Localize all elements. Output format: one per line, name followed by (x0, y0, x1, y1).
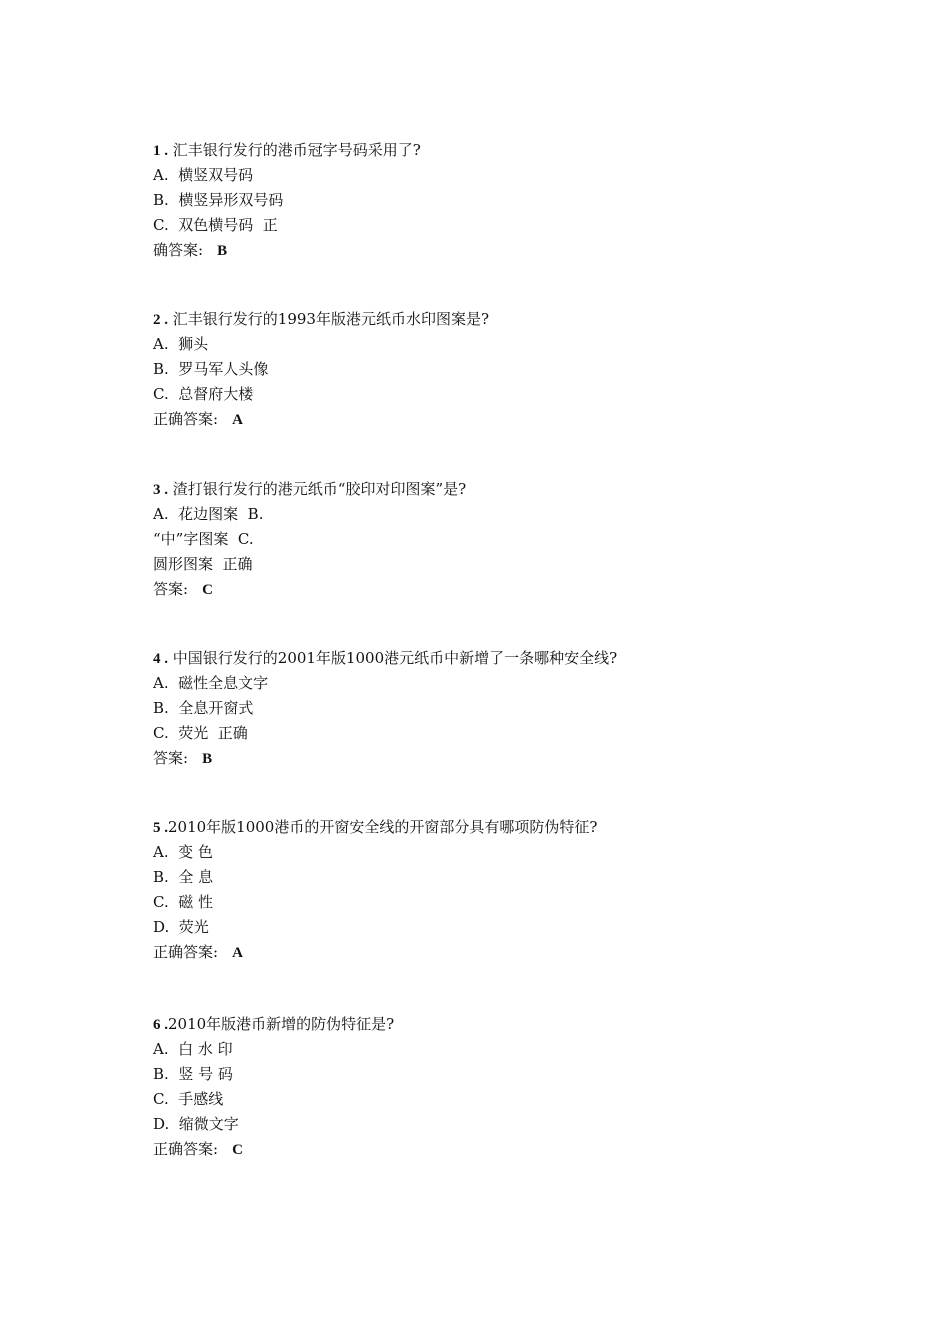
question-number: 2 . (153, 312, 168, 328)
answer-value: A (232, 945, 243, 961)
question-number: 6 . (153, 1017, 168, 1033)
answer-line (153, 407, 853, 432)
option-line: 圆形图案 正确 (153, 555, 253, 573)
question-number: 5 . (153, 820, 168, 836)
answer-line (153, 940, 853, 965)
option-line: B. 竖 号 码 (153, 1065, 233, 1083)
answer-label: 答案: (153, 749, 189, 767)
answer-label: 正确答案: (153, 943, 219, 961)
answer-value: C (202, 582, 213, 598)
answer-line (153, 238, 853, 263)
option-line: A. 磁性全息文字 (153, 674, 269, 692)
question-text: 2010年版1000港币的开窗安全线的开窗部分具有哪项防伪特征? (168, 818, 598, 836)
answer-value: A (232, 412, 243, 428)
option-line: A. 狮头 (153, 335, 209, 353)
question-6 (153, 1012, 853, 1162)
option-line: B. 罗马军人头像 (153, 360, 269, 378)
answer-label: 正确答案: (153, 1140, 219, 1158)
question-stem (153, 138, 853, 163)
option-line: C. 荧光 正确 (153, 724, 248, 742)
question-stem (153, 307, 853, 332)
option-line: D. 荧光 (153, 918, 209, 936)
option-line: A. 花边图案 B. (153, 505, 264, 523)
option-line: A. 白 水 印 (153, 1040, 233, 1058)
answer-label: 确答案: (153, 241, 204, 259)
answer-line (153, 1137, 853, 1162)
question-text: 渣打银行发行的港元纸币“胶印对印图案”是? (172, 480, 467, 498)
option-line: “中”字图案 C. (153, 530, 254, 548)
option-line: B. 全 息 (153, 868, 214, 886)
option-line: A. 横竖双号码 (153, 166, 254, 184)
option-line: D. 缩微文字 (153, 1115, 239, 1133)
question-number: 1 . (153, 143, 168, 159)
option-line: A. 变 色 (153, 843, 213, 861)
answer-line (153, 746, 853, 771)
option-line: B. 横竖异形双号码 (153, 191, 284, 209)
question-5 (153, 815, 853, 965)
question-number: 3 . (153, 482, 168, 498)
question-text: 中国银行发行的2001年版1000港元纸币中新增了一条哪种安全线? (172, 649, 618, 667)
option-line: B. 全息开窗式 (153, 699, 254, 717)
answer-value: C (232, 1142, 243, 1158)
answer-label: 正确答案: (153, 410, 219, 428)
answer-value: B (217, 243, 228, 259)
question-1 (153, 138, 853, 263)
option-line: C. 手感线 (153, 1090, 224, 1108)
option-line: C. 磁 性 (153, 893, 214, 911)
option-line: C. 总督府大楼 (153, 385, 254, 403)
question-stem (153, 815, 853, 840)
question-stem (153, 477, 853, 502)
question-3 (153, 477, 853, 602)
option-line: C. 双色横号码 正 (153, 216, 278, 234)
answer-label: 答案: (153, 580, 189, 598)
question-text: 2010年版港币新增的防伪特征是? (168, 1015, 395, 1033)
question-text: 汇丰银行发行的港币冠字号码采用了? (172, 141, 421, 159)
question-4 (153, 646, 853, 771)
question-2 (153, 307, 853, 432)
question-text: 汇丰银行发行的1993年版港元纸币水印图案是? (172, 310, 489, 328)
answer-line (153, 577, 853, 602)
question-stem (153, 1012, 853, 1037)
answer-value: B (202, 751, 213, 767)
question-stem (153, 646, 853, 671)
question-number: 4 . (153, 651, 168, 667)
